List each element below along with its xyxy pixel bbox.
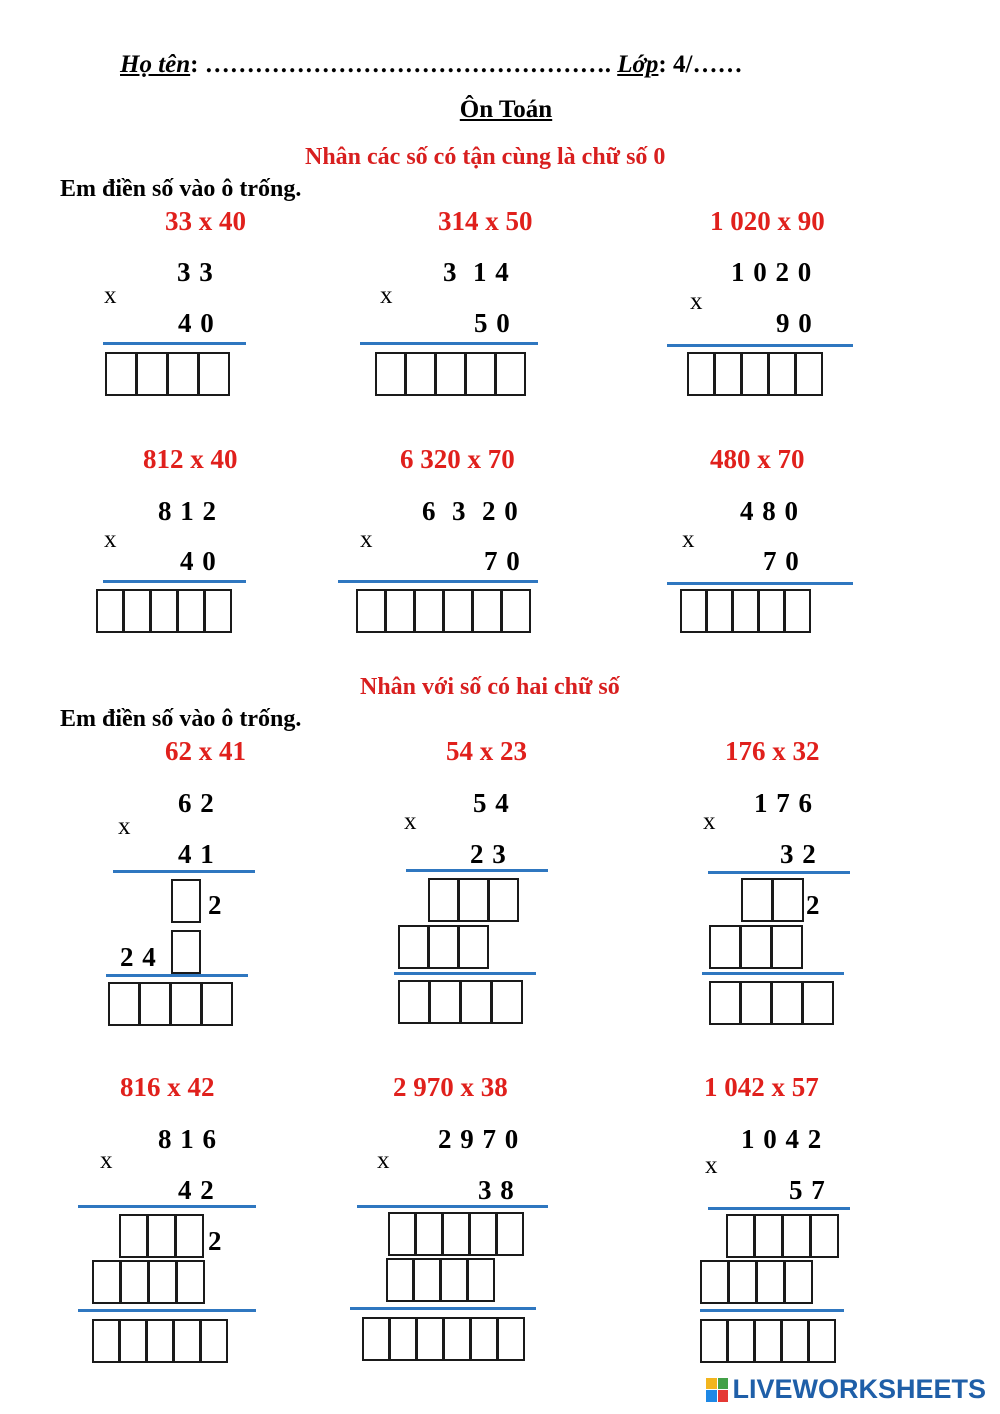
- answer-box[interactable]: [469, 1212, 497, 1256]
- problem-expression: 6 320 x 70: [400, 444, 515, 474]
- multiplier: 5 7: [789, 1175, 826, 1205]
- answer-box[interactable]: [204, 589, 232, 633]
- answer-box[interactable]: [472, 589, 502, 633]
- rule-line: [106, 974, 248, 977]
- partial-product-1: [119, 1214, 204, 1258]
- rule-line: [78, 1205, 256, 1208]
- answer-box[interactable]: [413, 1258, 441, 1302]
- problem-expression: 54 x 23: [446, 736, 527, 766]
- answer-box[interactable]: [443, 1317, 471, 1361]
- multiply-sign: x: [690, 288, 703, 315]
- answer-box[interactable]: [756, 1260, 785, 1304]
- partial-product-1: [388, 1212, 524, 1256]
- answer-row: [362, 1317, 525, 1361]
- multiply-sign: x: [380, 282, 393, 309]
- answer-box[interactable]: [465, 352, 496, 396]
- answer-row: [700, 1319, 836, 1363]
- multiplier: 2 3: [470, 839, 507, 869]
- partial2-given-digits: 2 4: [120, 942, 157, 972]
- multiplicand: 8 1 2: [158, 496, 217, 526]
- section2-instruction: Em điền số vào ô trống.: [60, 706, 302, 732]
- class-label: Lớp: [617, 51, 659, 78]
- answer-box[interactable]: [428, 925, 459, 969]
- problem-expression: 314 x 50: [438, 206, 533, 236]
- answer-box[interactable]: [495, 352, 526, 396]
- answer-box[interactable]: [442, 1212, 470, 1256]
- answer-box[interactable]: [176, 1260, 205, 1304]
- problem-expression: 812 x 40: [143, 444, 238, 474]
- multiplier: 4 1: [178, 839, 215, 869]
- answer-box[interactable]: [795, 352, 823, 396]
- liveworksheets-logo-icon: [706, 1378, 728, 1402]
- multiplicand: 1 7 6: [754, 788, 813, 818]
- multiply-sign: x: [360, 526, 373, 553]
- answer-box[interactable]: [136, 352, 168, 396]
- answer-box[interactable]: [416, 1317, 444, 1361]
- answer-box[interactable]: [150, 589, 178, 633]
- answer-box[interactable]: [362, 1317, 390, 1361]
- multiplicand: 2 9 7 0: [438, 1124, 520, 1154]
- answer-box[interactable]: [388, 1212, 416, 1256]
- answer-box[interactable]: [96, 589, 124, 633]
- answer-box[interactable]: [467, 1258, 495, 1302]
- answer-box[interactable]: [443, 589, 473, 633]
- answer-row: [356, 589, 531, 633]
- multiplier: 4 0: [180, 546, 217, 576]
- answer-box[interactable]: [139, 982, 171, 1026]
- answer-row: [687, 352, 823, 396]
- answer-box[interactable]: [92, 1260, 121, 1304]
- partial-product-1: [171, 879, 201, 923]
- answer-box[interactable]: [491, 980, 523, 1024]
- multiplier: 4 0: [178, 308, 215, 338]
- answer-box[interactable]: [108, 982, 140, 1026]
- answer-box[interactable]: [706, 589, 733, 633]
- answer-box[interactable]: [726, 1214, 755, 1258]
- partial-product-2: [386, 1258, 495, 1302]
- multiplier: 4 2: [178, 1175, 215, 1205]
- answer-box[interactable]: [435, 352, 466, 396]
- answer-box[interactable]: [167, 352, 199, 396]
- answer-row: [709, 981, 834, 1025]
- multiplier: 7 0: [484, 546, 521, 576]
- answer-box[interactable]: [709, 925, 741, 969]
- multiply-sign: x: [705, 1152, 718, 1179]
- answer-box[interactable]: [385, 589, 415, 633]
- partial-product-1: [428, 878, 519, 922]
- multiply-sign: x: [100, 1147, 113, 1174]
- answer-box[interactable]: [781, 1319, 809, 1363]
- problem-expression: 816 x 42: [120, 1072, 215, 1102]
- multiplier: 5 0: [474, 308, 511, 338]
- answer-box[interactable]: [768, 352, 796, 396]
- answer-box[interactable]: [754, 1214, 783, 1258]
- partial-product-2: [171, 930, 201, 974]
- answer-box[interactable]: [460, 980, 492, 1024]
- answer-box[interactable]: [171, 930, 201, 974]
- answer-box[interactable]: [198, 352, 230, 396]
- student-info-line: [120, 51, 742, 79]
- multiplier: 7 0: [763, 546, 800, 576]
- multiplicand: 1 0 4 2: [741, 1124, 823, 1154]
- answer-box[interactable]: [120, 1260, 149, 1304]
- answer-box[interactable]: [497, 1317, 525, 1361]
- section1-instruction: Em điền số vào ô trống.: [60, 176, 302, 202]
- answer-box[interactable]: [810, 1214, 839, 1258]
- answer-box[interactable]: [123, 589, 151, 633]
- section2-heading: Nhân với số có hai chữ số: [360, 674, 620, 700]
- answer-row: [375, 352, 526, 396]
- answer-box[interactable]: [784, 1260, 813, 1304]
- answer-box[interactable]: [470, 1317, 498, 1361]
- rule-line: [360, 342, 538, 345]
- rule-line: [406, 869, 548, 872]
- answer-box[interactable]: [687, 352, 715, 396]
- answer-box[interactable]: [700, 1260, 729, 1304]
- multiply-sign: x: [377, 1147, 390, 1174]
- answer-box[interactable]: [146, 1319, 174, 1363]
- rule-line: [708, 871, 850, 874]
- partial-product-2: [700, 1260, 813, 1304]
- multiply-sign: x: [703, 808, 716, 835]
- answer-box[interactable]: [148, 1260, 177, 1304]
- problem-expression: 62 x 41: [165, 736, 246, 766]
- answer-row: [105, 352, 230, 396]
- answer-box[interactable]: [175, 1214, 204, 1258]
- multiply-sign: x: [118, 813, 131, 840]
- answer-box[interactable]: [784, 589, 811, 633]
- multiplicand: 3 3: [177, 257, 214, 287]
- answer-box[interactable]: [119, 1214, 148, 1258]
- class-blank[interactable]: : 4/……: [658, 51, 743, 78]
- answer-box[interactable]: [458, 878, 489, 922]
- liveworksheets-logo: [706, 1374, 986, 1405]
- answer-box[interactable]: [201, 982, 233, 1026]
- partial1-given-digit: 2: [208, 1226, 223, 1256]
- answer-row: [96, 589, 232, 633]
- answer-box[interactable]: [772, 878, 804, 922]
- rule-line: [338, 580, 538, 583]
- rule-line: [700, 1309, 844, 1312]
- multiply-sign: x: [104, 526, 117, 553]
- answer-box[interactable]: [398, 980, 430, 1024]
- answer-box[interactable]: [758, 589, 785, 633]
- answer-box[interactable]: [375, 352, 406, 396]
- answer-box[interactable]: [173, 1319, 201, 1363]
- multiplicand: 5 4: [473, 788, 510, 818]
- rule-line: [103, 580, 246, 583]
- multiplier: 9 0: [776, 308, 813, 338]
- partial-product-1: [741, 878, 804, 922]
- rule-line: [708, 1207, 850, 1210]
- multiply-sign: x: [104, 282, 117, 309]
- rule-line: [350, 1307, 536, 1310]
- partial1-given-digit: 2: [806, 890, 821, 920]
- multiplicand: 6 3 2 0: [422, 496, 519, 526]
- answer-box[interactable]: [728, 1260, 757, 1304]
- name-label: Họ tên: [120, 51, 191, 78]
- answer-box[interactable]: [105, 352, 137, 396]
- answer-row: [680, 589, 811, 633]
- page-title: Ôn Toán: [459, 96, 553, 123]
- partial-product-2: [398, 925, 489, 969]
- answer-box[interactable]: [414, 589, 444, 633]
- multiplicand: 4 8 0: [740, 496, 799, 526]
- answer-box[interactable]: [802, 981, 834, 1025]
- answer-box[interactable]: [501, 589, 531, 633]
- multiplier: 3 8: [478, 1175, 515, 1205]
- answer-box[interactable]: [771, 981, 803, 1025]
- answer-box[interactable]: [170, 982, 202, 1026]
- answer-box[interactable]: [741, 878, 773, 922]
- partial-product-2: [709, 925, 803, 969]
- rule-line: [667, 344, 853, 347]
- answer-box[interactable]: [458, 925, 489, 969]
- answer-box[interactable]: [119, 1319, 147, 1363]
- answer-box[interactable]: [147, 1214, 176, 1258]
- logo-text: LIVEWORKSHEETS: [732, 1374, 986, 1404]
- problem-expression: 2 970 x 38: [393, 1072, 508, 1102]
- answer-box[interactable]: [771, 925, 803, 969]
- rule-line: [103, 342, 246, 345]
- answer-box[interactable]: [171, 879, 201, 923]
- partial1-given-digit: 2: [208, 890, 223, 920]
- answer-row: [108, 982, 233, 1026]
- answer-box[interactable]: [727, 1319, 755, 1363]
- problem-expression: 1 042 x 57: [704, 1072, 819, 1102]
- multiplicand: 8 1 6: [158, 1124, 217, 1154]
- problem-expression: 480 x 70: [710, 444, 805, 474]
- answer-box[interactable]: [488, 878, 519, 922]
- answer-box[interactable]: [440, 1258, 468, 1302]
- multiplicand: 1 0 2 0: [731, 257, 813, 287]
- answer-box[interactable]: [782, 1214, 811, 1258]
- problem-expression: 1 020 x 90: [710, 206, 825, 236]
- name-blank[interactable]: : ………………………………………….: [190, 51, 611, 78]
- answer-box[interactable]: [356, 589, 386, 633]
- partial-product-1: [726, 1214, 839, 1258]
- answer-box[interactable]: [428, 878, 459, 922]
- answer-box[interactable]: [429, 980, 461, 1024]
- answer-box[interactable]: [177, 589, 205, 633]
- answer-box[interactable]: [405, 352, 436, 396]
- rule-line: [702, 972, 844, 975]
- answer-box[interactable]: [386, 1258, 414, 1302]
- answer-box[interactable]: [741, 352, 769, 396]
- answer-box[interactable]: [389, 1317, 417, 1361]
- answer-box[interactable]: [714, 352, 742, 396]
- rule-line: [394, 972, 536, 975]
- answer-box[interactable]: [680, 589, 707, 633]
- answer-box[interactable]: [92, 1319, 120, 1363]
- multiplicand: 3 1 4: [443, 257, 510, 287]
- answer-box[interactable]: [808, 1319, 836, 1363]
- multiply-sign: x: [404, 808, 417, 835]
- answer-box[interactable]: [740, 981, 772, 1025]
- answer-box[interactable]: [700, 1319, 728, 1363]
- rule-line: [113, 870, 255, 873]
- multiply-sign: x: [682, 526, 695, 553]
- answer-box[interactable]: [732, 589, 759, 633]
- rule-line: [357, 1205, 548, 1208]
- rule-line: [667, 582, 853, 585]
- partial-product-2: [92, 1260, 205, 1304]
- answer-box[interactable]: [398, 925, 429, 969]
- problem-expression: 176 x 32: [725, 736, 820, 766]
- answer-box[interactable]: [415, 1212, 443, 1256]
- multiplicand: 6 2: [178, 788, 215, 818]
- answer-box[interactable]: [496, 1212, 524, 1256]
- problem-expression: 33 x 40: [165, 206, 246, 236]
- answer-box[interactable]: [200, 1319, 228, 1363]
- answer-box[interactable]: [709, 981, 741, 1025]
- answer-box[interactable]: [740, 925, 772, 969]
- answer-row: [92, 1319, 228, 1363]
- answer-box[interactable]: [754, 1319, 782, 1363]
- answer-row: [398, 980, 523, 1024]
- multiplier: 3 2: [780, 839, 817, 869]
- section1-heading: Nhân các số có tận cùng là chữ số 0: [305, 144, 666, 170]
- rule-line: [78, 1309, 256, 1312]
